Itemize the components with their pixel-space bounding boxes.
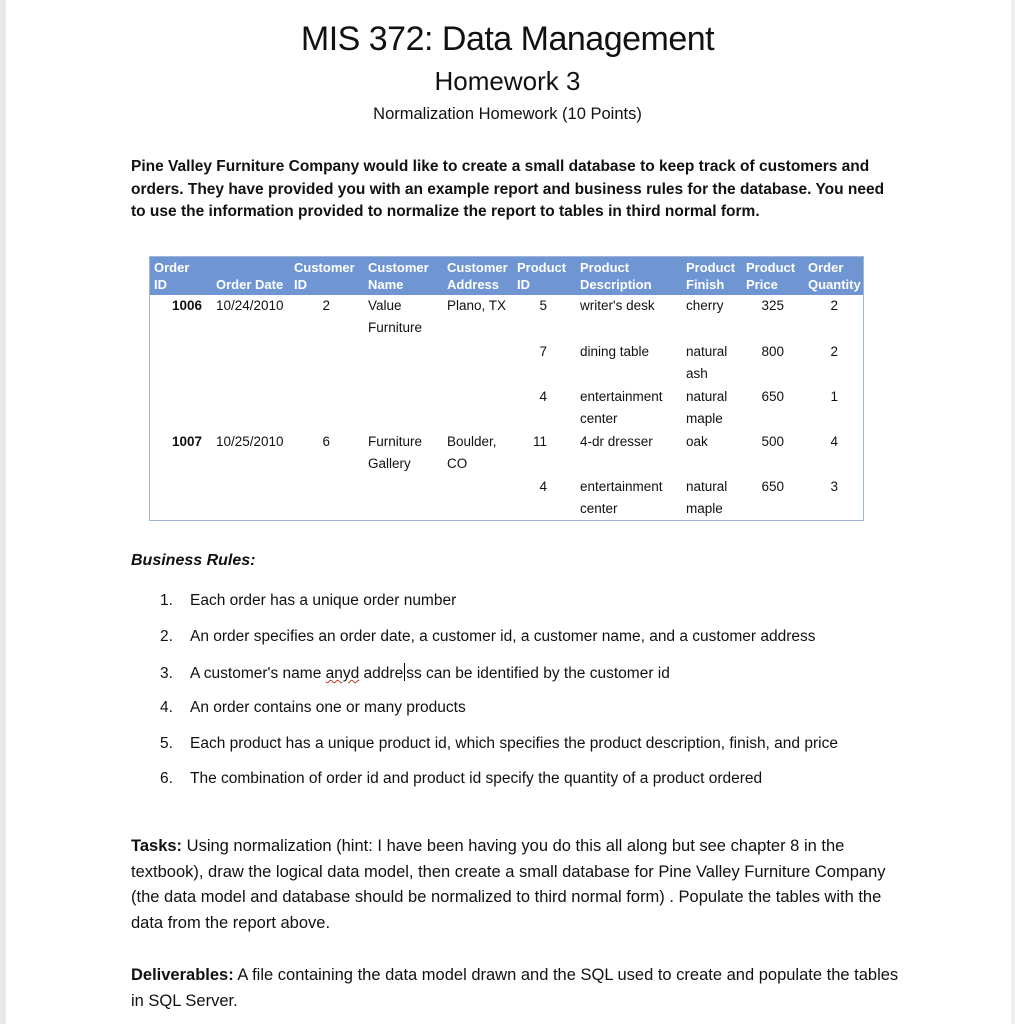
rule-text: An order specifies an order date, a customer id, a customer name, and a customer address [190, 628, 816, 645]
business-rule-1 [160, 592, 456, 610]
cell-product-description-line2: center [580, 501, 618, 516]
cell-customer-address: Boulder, [447, 434, 497, 449]
cell-customer-name-line2: Gallery [368, 456, 411, 471]
header-order-id-2: ID [154, 277, 167, 292]
cell-product-finish: oak [686, 434, 708, 449]
header-customer-name-2: Name [368, 277, 404, 292]
business-rule-3 [160, 663, 670, 683]
cell-product-finish-line2: maple [686, 411, 723, 426]
cell-product-description: entertainment [580, 389, 663, 404]
header-customer-address-2: Address [447, 277, 500, 292]
cell-product-price: 800 [761, 344, 784, 359]
cell-order-quantity: 2 [830, 344, 838, 359]
rule-number: 6. [160, 770, 173, 787]
cell-order-quantity: 3 [830, 479, 838, 494]
cell-product-description-line2: center [580, 411, 618, 426]
cell-order-id: 1006 [171, 298, 202, 313]
header-product-finish-2: Finish [686, 277, 725, 292]
deliverables-paragraph [131, 963, 901, 1014]
rule-number: 1. [160, 592, 173, 609]
cell-product-description: writer's desk [580, 298, 655, 313]
cell-order-date: 10/25/2010 [216, 434, 284, 449]
header-product-id-1: Product [517, 260, 567, 275]
cell-product-id: 5 [539, 298, 547, 313]
cell-product-price: 500 [761, 434, 784, 449]
business-rule-6 [160, 770, 762, 788]
cell-customer-address-line2: CO [447, 456, 468, 471]
cell-product-finish: natural [686, 389, 728, 404]
report-header-row [150, 257, 863, 295]
cell-customer-id: 2 [322, 298, 330, 313]
page-title: MIS 372: Data Management [300, 20, 715, 58]
header-product-finish-1: Product [686, 260, 736, 275]
header-product-description-2: Description [580, 277, 652, 292]
cell-product-description: entertainment [580, 479, 663, 494]
misspelled-word[interactable]: anyd [325, 665, 360, 682]
cell-order-date: 10/24/2010 [216, 298, 284, 313]
cell-product-id: 7 [539, 344, 547, 359]
business-rule-5 [160, 735, 838, 753]
tasks-paragraph [131, 834, 891, 936]
header-product-id-2: ID [517, 277, 530, 292]
deliverables-text: A file containing the data model drawn and the SQL used to create and populate the tables in SQL Server. [131, 966, 899, 1010]
intro-paragraph: Pine Valley Furniture Company would like to create a small database to keep track of customers and orders. They have provided you with an example report and business rules for the database. You need to use the information provided to normalize the report to tables in third normal form. [131, 158, 885, 220]
header-product-price-2: Price [746, 277, 778, 292]
cell-product-finish-line2: ash [686, 366, 708, 381]
rule-text-post: ss can be identified by the customer id [406, 665, 670, 682]
cell-product-price: 650 [761, 479, 784, 494]
example-report-table [149, 256, 864, 521]
rule-text: The combination of order id and product id specify the quantity of a product ordered [190, 770, 763, 787]
rule-number: 5. [160, 735, 173, 752]
cell-customer-name: Value [368, 298, 402, 313]
cell-order-quantity: 2 [830, 298, 838, 313]
cell-order-quantity: 1 [830, 389, 838, 404]
deliverables-label: Deliverables: [131, 966, 234, 984]
tasks-label: Tasks: [131, 837, 183, 855]
business-rule-2 [160, 628, 815, 646]
cell-product-finish-line2: maple [686, 501, 723, 516]
business-rule-4 [160, 699, 466, 717]
cell-product-finish: natural [686, 479, 728, 494]
page-edge-left [0, 0, 6, 1024]
rule-text-mid: addre [359, 665, 404, 682]
page-edge-right [1011, 0, 1015, 1024]
header-product-description-1: Product [580, 260, 630, 275]
rule-number: 3. [160, 665, 173, 682]
cell-product-finish: natural [686, 344, 728, 359]
header-order-quantity-1: Order [808, 260, 844, 275]
cell-product-id: 4 [539, 479, 547, 494]
header-customer-address-1: Customer [447, 260, 508, 275]
header-order-date: Order Date [216, 277, 284, 292]
cell-product-price: 650 [761, 389, 784, 404]
cell-product-description: 4-dr dresser [580, 434, 653, 449]
cell-product-description: dining table [580, 344, 650, 359]
cell-order-id: 1007 [171, 434, 202, 449]
header-customer-name-1: Customer [368, 260, 429, 275]
rule-number: 4. [160, 699, 173, 716]
cell-customer-name: Furniture [368, 434, 423, 449]
header-order-quantity-2: Quantity [808, 277, 861, 292]
rule-number: 2. [160, 628, 173, 645]
cell-customer-address: Plano, TX [447, 298, 507, 313]
page-subtitle: Homework 3 [434, 66, 581, 96]
cell-customer-name-line2: Furniture [368, 320, 423, 335]
tasks-text: Using normalization (hint: I have been having you do this all along but see chapter 8 in the textbook), draw the logical data model, then create a small database for Pine Valley Furniture Company (the data model and database should be normalized to third normal form) . Populate the tables with the data from the report above. [131, 837, 886, 932]
header-customer-id-2: ID [294, 277, 307, 292]
cell-product-price: 325 [761, 298, 784, 313]
cell-product-id: 4 [539, 389, 547, 404]
business-rules-heading: Business Rules: [131, 552, 256, 569]
rule-text-pre: A customer's name [190, 665, 326, 682]
rule-text: Each order has a unique order number [190, 592, 457, 609]
assignment-subtitle: Normalization Homework (10 Points) [373, 105, 642, 123]
rule-text: Each product has a unique product id, which specifies the product description, finish, and price [190, 735, 838, 752]
rule-text: An order contains one or many products [190, 699, 466, 716]
header-product-price-1: Product [746, 260, 796, 275]
cell-order-quantity: 4 [830, 434, 838, 449]
header-order-id-1: Order [154, 260, 190, 275]
header-customer-id-1: Customer [294, 260, 355, 275]
cell-product-id: 11 [532, 434, 547, 449]
cell-product-finish: cherry [686, 298, 724, 313]
cell-customer-id: 6 [322, 434, 330, 449]
